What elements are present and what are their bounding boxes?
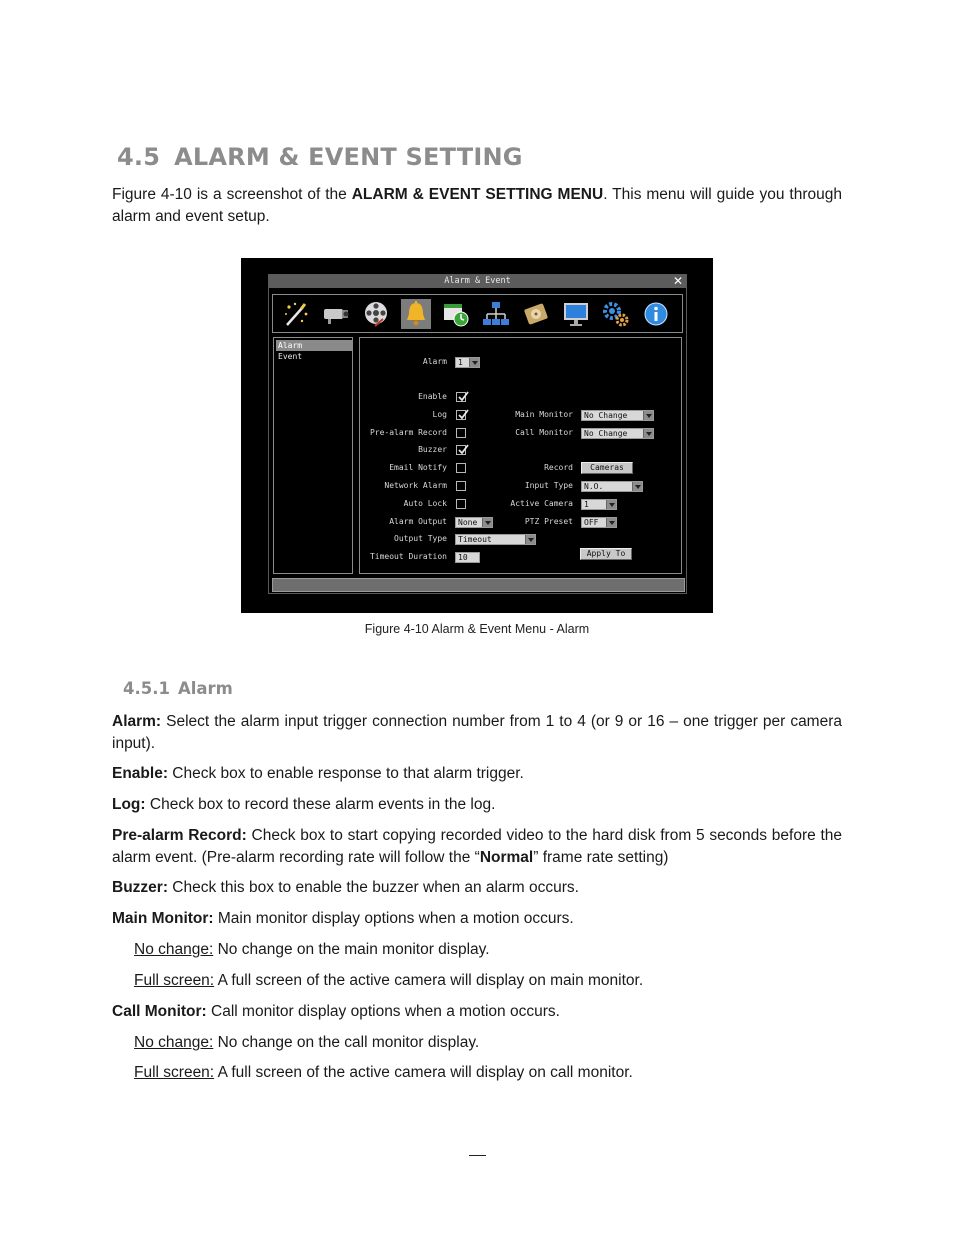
main-monitor-value: No Change: [584, 411, 628, 420]
section-number: 4.5: [117, 143, 161, 171]
record-label: Record: [544, 463, 573, 472]
term-buzzer: Buzzer:: [112, 879, 168, 896]
term-call-monitor: Call Monitor:: [112, 1003, 207, 1020]
chevron-down-icon: [482, 518, 492, 527]
main-monitor-option-full-screen: [134, 970, 834, 992]
buzzer-label: Buzzer: [418, 445, 447, 454]
page-number-rule: [469, 1155, 486, 1156]
desc-enable: Check box to enable response to that alarm trigger.: [167, 765, 524, 782]
intro-paragraph: [112, 184, 842, 228]
bell-icon[interactable]: [401, 299, 431, 329]
alarm-output-value: None: [458, 518, 478, 527]
chevron-down-icon: [469, 358, 479, 367]
gears-icon[interactable]: [601, 299, 631, 329]
desc-no-change: No change on the main monitor display.: [213, 941, 490, 958]
window-titlebar: [269, 275, 686, 288]
active-camera-value: 1: [584, 500, 589, 509]
output-type-value: Timeout: [458, 535, 492, 544]
network-alarm-label: Network Alarm: [384, 481, 447, 490]
alarm-select[interactable]: [455, 357, 480, 368]
term-main-monitor: Main Monitor:: [112, 910, 214, 927]
desc-call-monitor: Call monitor display options when a motion occurs.: [206, 1003, 560, 1020]
subsection-title: Alarm: [177, 679, 233, 698]
email-notify-label: Email Notify: [389, 463, 447, 472]
ptz-preset-value: OFF: [584, 518, 599, 527]
chevron-down-icon: [525, 535, 535, 544]
log-paragraph: [112, 794, 842, 816]
close-icon[interactable]: ✕: [672, 274, 683, 288]
intro-text-end: . This menu will guide you through alarm and event setup.: [112, 186, 842, 225]
term-alarm: Alarm:: [112, 713, 162, 730]
monitor-icon[interactable]: [561, 299, 591, 329]
input-type-value: N.O.: [584, 482, 604, 491]
chevron-down-icon: [606, 518, 616, 527]
submenu-item-event[interactable]: Event: [278, 352, 303, 361]
term-prealarm: Pre-alarm Record:: [112, 827, 247, 844]
status-bar: [272, 578, 685, 592]
alarm-output-label: Alarm Output: [389, 517, 447, 526]
prealarm-label: Pre-alarm Record: [369, 428, 447, 437]
intro-text: Figure 4-10 is a screenshot of the: [112, 186, 352, 203]
alarm-label: Alarm: [422, 357, 447, 366]
desc-prealarm-end: ” frame rate setting): [533, 849, 669, 866]
disk-icon[interactable]: [521, 299, 551, 329]
desc-buzzer: Check this box to enable the buzzer when an alarm occurs.: [167, 879, 579, 896]
timeout-duration-label: Timeout Duration: [369, 552, 447, 561]
term-full-screen: Full screen:: [134, 1064, 215, 1081]
timeout-duration-field[interactable]: [455, 552, 480, 563]
call-monitor-label: Call Monitor: [515, 428, 573, 437]
enable-checkbox[interactable]: [456, 392, 466, 402]
call-monitor-paragraph: [112, 1001, 842, 1023]
term-enable: Enable:: [112, 765, 168, 782]
prealarm-checkbox[interactable]: [456, 428, 466, 438]
alarm-output-select[interactable]: [455, 517, 493, 528]
output-type-label: Output Type: [394, 534, 447, 543]
call-monitor-option-no-change: [134, 1032, 834, 1054]
buzzer-checkbox[interactable]: [456, 445, 466, 455]
apply-to-button[interactable]: Apply To: [580, 548, 632, 560]
figure-caption: Figure 4-10 Alarm & Event Menu - Alarm: [364, 622, 590, 636]
chevron-down-icon: [643, 429, 653, 438]
checkmark-icon: [457, 444, 469, 456]
camera-icon[interactable]: [321, 299, 351, 329]
menu-toolbar: [272, 294, 683, 333]
prealarm-paragraph: [112, 825, 842, 869]
desc-no-change: No change on the call monitor display.: [213, 1034, 480, 1051]
log-label: Log: [432, 410, 447, 419]
active-camera-select[interactable]: [581, 499, 617, 510]
main-monitor-paragraph: [112, 908, 842, 930]
desc-prealarm: Check box to start copying recorded video to the hard disk from 5 seconds before the alarm event. (Pre-alarm recording rate will follow the “: [112, 827, 842, 866]
auto-lock-checkbox[interactable]: [456, 499, 466, 509]
info-icon[interactable]: [641, 299, 671, 329]
ptz-preset-select[interactable]: [581, 517, 617, 528]
timeout-duration-value: 10: [458, 553, 468, 562]
desc-full-screen: A full screen of the active camera will display on call monitor.: [214, 1064, 633, 1081]
alarm-paragraph: [112, 711, 842, 755]
enable-paragraph: [112, 763, 842, 785]
email-notify-checkbox[interactable]: [456, 463, 466, 473]
main-monitor-option-no-change: [134, 939, 834, 961]
checkmark-icon: [457, 391, 469, 403]
chevron-down-icon: [643, 411, 653, 420]
term-full-screen: Full screen:: [134, 972, 215, 989]
wand-icon[interactable]: [281, 299, 311, 329]
section-heading: [117, 143, 523, 171]
record-cameras-button[interactable]: Cameras: [581, 462, 633, 474]
input-type-label: Input Type: [524, 481, 573, 490]
auto-lock-label: Auto Lock: [403, 499, 447, 508]
subsection-number: 4.5.1: [123, 679, 170, 698]
film-reel-icon[interactable]: [361, 299, 391, 329]
log-checkbox[interactable]: [456, 410, 466, 420]
main-monitor-select[interactable]: [581, 410, 654, 421]
term-log: Log:: [112, 796, 146, 813]
desc-main-monitor: Main monitor display options when a motion occurs.: [213, 910, 574, 927]
network-alarm-checkbox[interactable]: [456, 481, 466, 491]
alarm-event-window: [268, 274, 687, 594]
term-no-change: No change:: [134, 941, 214, 958]
chevron-down-icon: [632, 482, 642, 491]
call-monitor-value: No Change: [584, 429, 628, 438]
term-no-change: No change:: [134, 1034, 214, 1051]
buzzer-paragraph: [112, 877, 842, 899]
menu-screenshot: [241, 258, 713, 613]
intro-menu-name: ALARM & EVENT SETTING MENU: [351, 186, 604, 203]
window-title: Alarm & Event: [444, 276, 511, 286]
section-title: ALARM & EVENT SETTING: [174, 143, 523, 171]
output-type-select[interactable]: [455, 534, 536, 545]
main-monitor-label: Main Monitor: [515, 410, 573, 419]
call-monitor-option-full-screen: [134, 1062, 834, 1084]
term-normal: Normal: [479, 849, 534, 866]
checkmark-icon: [457, 409, 469, 421]
desc-log: Check box to record these alarm events in the log.: [145, 796, 496, 813]
enable-label: Enable: [418, 392, 447, 401]
desc-alarm: Select the alarm input trigger connection number from 1 to 4 (or 9 or 16 – one trigger per camera input).: [112, 713, 842, 752]
alarm-settings-panel: [359, 337, 682, 574]
ptz-preset-label: PTZ Preset: [524, 517, 573, 526]
submenu-list: [273, 337, 353, 574]
call-monitor-select[interactable]: [581, 428, 654, 439]
network-icon[interactable]: [481, 299, 511, 329]
chevron-down-icon: [606, 500, 616, 509]
desc-full-screen: A full screen of the active camera will display on main monitor.: [214, 972, 644, 989]
input-type-select[interactable]: [581, 481, 643, 492]
alarm-select-value: 1: [458, 358, 463, 367]
calendar-clock-icon[interactable]: [441, 299, 471, 329]
active-camera-label: Active Camera: [510, 499, 573, 508]
submenu-item-alarm[interactable]: Alarm: [276, 340, 352, 351]
subsection-heading: [123, 679, 233, 698]
